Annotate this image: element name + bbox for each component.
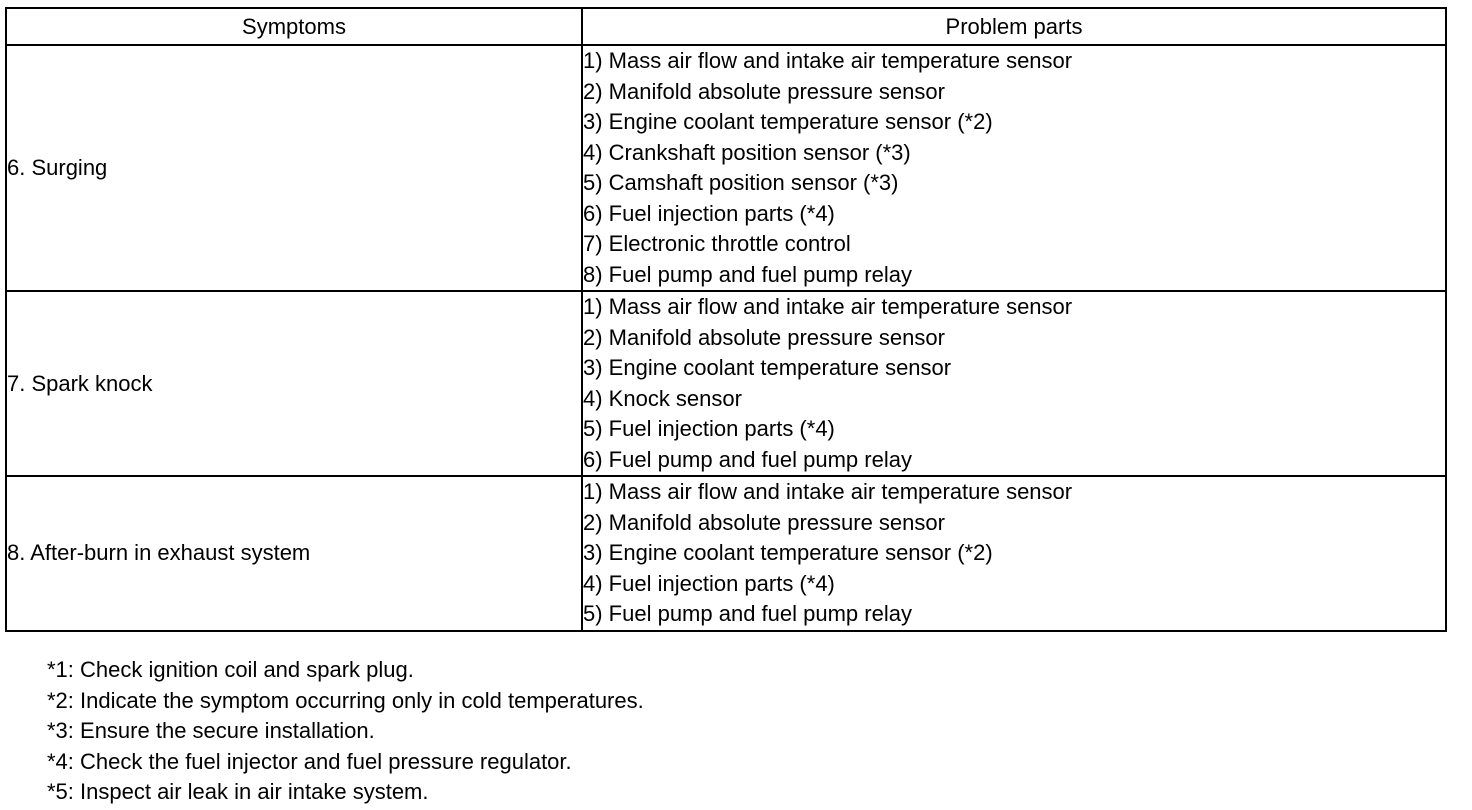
table-row <box>6 291 1446 476</box>
problem-parts-cell <box>582 476 1446 631</box>
problem-part-item: 6) Fuel injection parts (*4) <box>583 200 835 226</box>
problem-part-item: 1) Mass air flow and intake air temperature sensor <box>583 294 1073 319</box>
problem-part-item: 4) Knock sensor <box>583 385 742 411</box>
footnote: *5: Inspect air leak in air intake system. <box>47 779 429 804</box>
problem-parts-cell <box>582 291 1446 476</box>
header-problem-parts: Problem parts <box>582 8 1446 45</box>
symptoms-table <box>5 7 1447 632</box>
problem-part-item: 4) Fuel injection parts (*4) <box>583 570 835 596</box>
problem-part-item: 1) Mass air flow and intake air temperature sensor <box>583 48 1073 73</box>
problem-part-item: 7) Electronic throttle control <box>583 231 851 256</box>
problem-part-item: 6) Fuel pump and fuel pump relay <box>583 446 912 472</box>
problem-part-item: 2) Manifold absolute pressure sensor <box>583 509 945 535</box>
problem-part-item: 2) Manifold absolute pressure sensor <box>583 78 945 104</box>
header-symptoms: Symptoms <box>6 8 582 45</box>
problem-parts-cell <box>582 45 1446 291</box>
footnote: *3: Ensure the secure installation. <box>47 718 375 743</box>
symptom-cell: 6. Surging <box>6 45 582 291</box>
problem-parts-list <box>583 477 1445 630</box>
problem-part-item: 5) Camshaft position sensor (*3) <box>583 170 899 195</box>
symptom-cell: 7. Spark knock <box>6 291 582 476</box>
table-header-row <box>6 8 1446 45</box>
problem-parts-list <box>583 292 1445 475</box>
footnote: *2: Indicate the symptom occurring only in cold temperatures. <box>47 687 644 713</box>
problem-part-item: 5) Fuel pump and fuel pump relay <box>583 601 912 626</box>
footnotes <box>47 655 644 808</box>
problem-part-item: 1) Mass air flow and intake air temperature sensor <box>583 479 1073 504</box>
problem-part-item: 4) Crankshaft position sensor (*3) <box>583 139 911 165</box>
problem-part-item: 5) Fuel injection parts (*4) <box>583 416 835 441</box>
table-row <box>6 476 1446 631</box>
problem-part-item: 3) Engine coolant temperature sensor <box>583 355 952 380</box>
symptom-cell: 8. After-burn in exhaust system <box>6 476 582 631</box>
footnote: *4: Check the fuel injector and fuel pressure regulator. <box>47 748 572 774</box>
footnote: *1: Check ignition coil and spark plug. <box>47 657 414 682</box>
problem-part-item: 8) Fuel pump and fuel pump relay <box>583 261 912 287</box>
problem-part-item: 2) Manifold absolute pressure sensor <box>583 324 945 350</box>
problem-part-item: 3) Engine coolant temperature sensor (*2) <box>583 109 993 134</box>
problem-part-item: 3) Engine coolant temperature sensor (*2) <box>583 540 993 565</box>
table-row <box>6 45 1446 291</box>
problem-parts-list <box>583 46 1445 290</box>
